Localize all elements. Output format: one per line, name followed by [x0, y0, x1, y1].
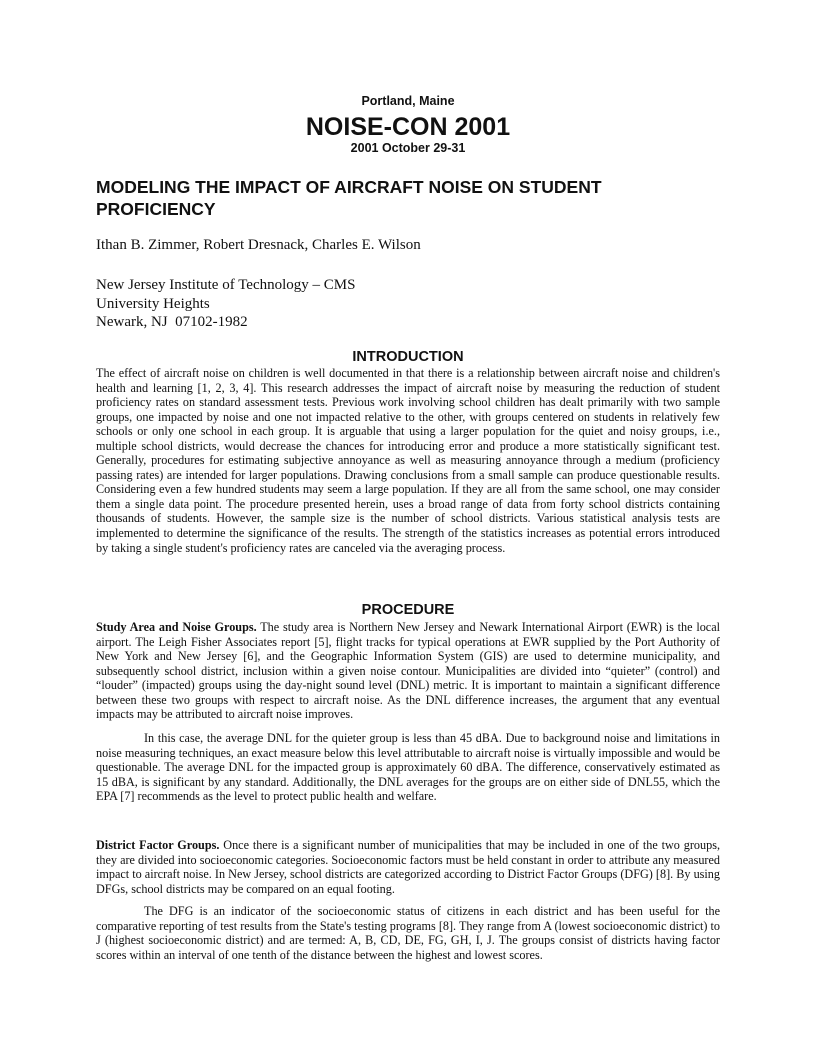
study-area-text: The study area is Northern New Jersey and Newark International Airport (EWR) is the local airport. The Leigh Fisher Associates report [5], flight tracks for typical operations at EWR supplied by the Port Authority of New York and New Jersey [6], and the Geographic Information System (GIS) are used to determine municipality, and subsequently school district, inclusion within a given noise contour. Municipalities are divided into “quieter” (control) and “louder” (impacted) groups using the day-night sound level (DNL) metric. It is important to maintain a significant difference between these two groups with respect to aircraft noise. As the DNL difference increases, the argument that any eventual impacts may be attributed to aircraft noise improves. — [96, 620, 721, 722]
dfg-detail-paragraph: The DFG is an indicator of the socioeconomic status of citizens in each district and has been useful for the comparative reporting of test results from the State's testing programs [8]. They range from A (lowest socioeconomic district) to J (highest socioeconomic district) and are termed: A, B, CD, DE, FG, GH, I, J. The groups consist of districts having factor scores within an interval of one tenth of the distance between the highest and lowest scores. — [96, 904, 720, 962]
affiliation-block — [96, 276, 720, 332]
study-area-lead: Study Area and Noise Groups. — [96, 620, 257, 634]
conference-dates: 2001 October 29-31 — [350, 141, 466, 155]
affiliation-institution: New Jersey Institute of Technology – CMS — [96, 277, 356, 293]
affiliation-address: Newark, NJ 07102-1982 — [96, 314, 248, 330]
conference-location: Portland, Maine — [361, 94, 455, 108]
procedure-heading: PROCEDURE — [361, 602, 455, 618]
dnl-paragraph: In this case, the average DNL for the quieter group is less than 45 dBA. Due to background noise and limitations in noise measuring techniques, an exact measure below this level attributable to aircraft noise is virtually impossible and would be questionable. The average DNL for the impacted group is approximately 60 dBA. The difference, conservatively estimated as 15 dBA, is significant by any standard. Additionally, the DNL averages for the groups are on either side of DNL55, which the EPA [7] recommends as the level to protect public health and welfare. — [96, 731, 720, 804]
dfg-lead: District Factor Groups. — [96, 838, 220, 852]
paper-title: MODELING THE IMPACT OF AIRCRAFT NOISE ON STUDENT PROFICIENCY — [96, 177, 602, 219]
study-area-paragraph — [96, 620, 720, 722]
dfg-text: Once there is a significant number of municipalities that may be included in one of the two groups, they are divided into socioeconomic categories. Socioeconomic factors must be held constant in order to attribute any measured impact to aircraft noise. In New Jersey, school districts are categorized according to District Factor Groups (DFG) [8]. By using DFGs, school districts may be compared on an equal footing. — [96, 838, 720, 896]
conference-name: NOISE-CON 2001 — [305, 113, 511, 141]
introduction-heading: INTRODUCTION — [352, 349, 464, 365]
affiliation-campus: University Heights — [96, 295, 210, 312]
author-list: Ithan B. Zimmer, Robert Dresnack, Charles E. Wilson — [96, 237, 421, 253]
dfg-paragraph — [96, 838, 720, 896]
introduction-paragraph: The effect of aircraft noise on children is well documented in that there is a relationship between aircraft noise and children's health and learning [1, 2, 3, 4]. This research addresses the impact of aircraft noise by measuring the reduction of student proficiency rates on standard assessment tests. Previous work involving school children has dealt primarily with two sample groups, one impacted by noise and one not impacted relative to the other, with groups centered on students in relatively few schools or only one school in each group. It is arguable that using a larger population for the quiet and noisy groups, i.e., multiple school districts, would decrease the chances for introducing error and produce a more statistically significant test. Generally, procedures for estimating subjective annoyance as well as measuring annoyance through a medium (proficiency passing rates) are intended for larger populations. Drawing conclusions from a small sample can produce questionable results. Considering even a few hundred students may seem a large population. If they are all from the same school, one may consider them a single data point. The procedure presented herein, uses a broad range of data from forty school districts containing thousands of students. However, the sample size is the number of school districts. Various statistical analysis tests are implemented to determine the significance of the results. The strength of the statistics increases as potential errors introduced by taking a single student's proficiency rates are canceled via the averaging process. — [96, 366, 720, 555]
